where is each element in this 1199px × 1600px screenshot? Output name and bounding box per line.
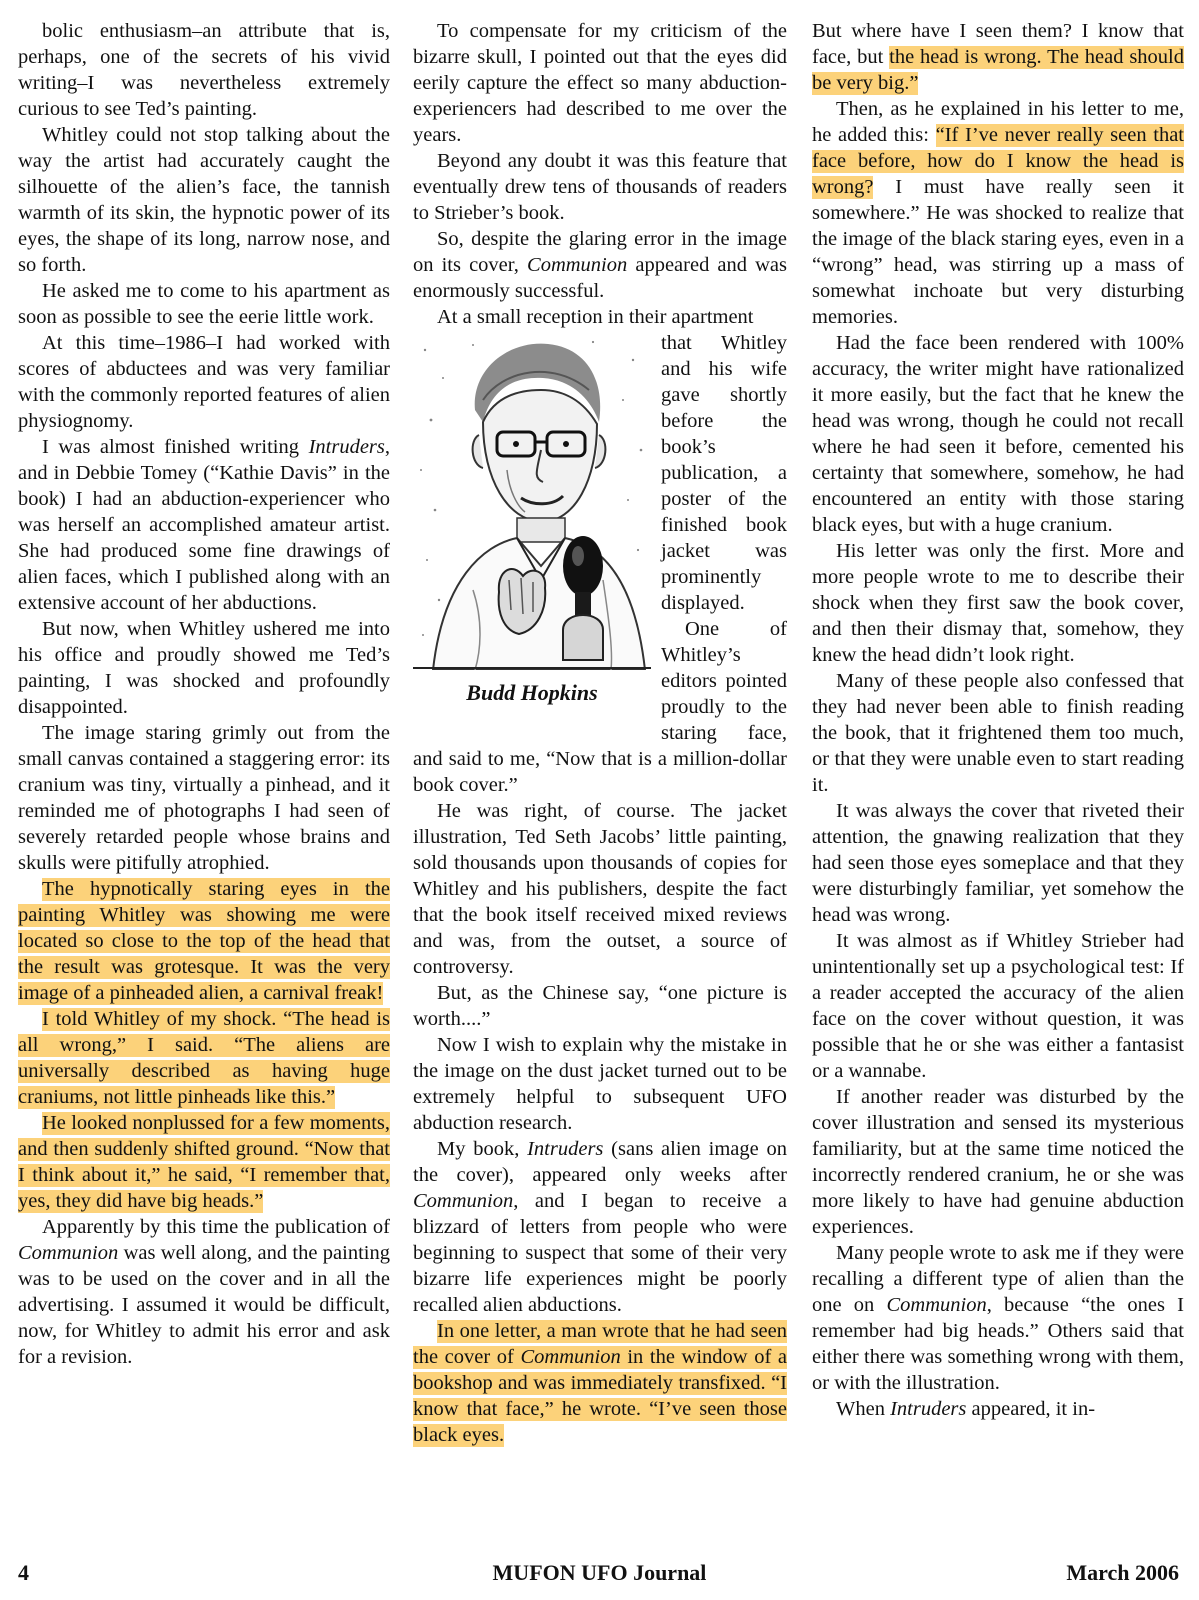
paragraph	[413, 1136, 787, 1318]
text-run: When	[836, 1398, 891, 1420]
paragraph	[812, 1396, 1184, 1422]
paragraph	[812, 1084, 1184, 1240]
paragraph	[812, 798, 1184, 928]
paragraph	[812, 330, 1184, 538]
text-run: At a small reception in their apartment	[437, 306, 754, 328]
text-run: I was almost finished writing	[42, 436, 309, 458]
text-run: in the window of a bookshop and was immediately transfixed. “I know that face,” he wrote. “I’ve seen those black eyes.	[413, 1346, 787, 1446]
text-run: Many of these people also confessed that they had never been able to finish reading the book, that it frightened them too much, or that they were unable even to start reading it.	[812, 670, 1184, 796]
text-run: the head is wrong. The head should be very big.”	[812, 46, 1184, 94]
text-run: I must have really seen it somewhere.” He was shocked to realize that the image of the black staring eyes, even in a “wrong” head, was stirring up a mass of somewhat inchoate but very disturbing memories.	[812, 176, 1184, 328]
text-run: But, as the Chinese say, “one picture is worth....”	[413, 982, 787, 1030]
text-run: He looked nonplussed for a few moments, and then suddenly shifted ground. “Now that I think about it,” he said, “I remember that, yes, they did have big heads.”	[18, 1112, 390, 1212]
photo-figure	[413, 330, 651, 726]
text-run: The image staring grimly out from the small canvas contained a staggering error: its cranium was tiny, virtually a pinhead, and it reminded me of photographs I had seen of severely retarded people whose brains and skulls were pitifully atrophied.	[18, 722, 390, 874]
italic-title: Intruders	[890, 1398, 967, 1420]
paragraph	[812, 668, 1184, 798]
text-run: appeared, it in-	[966, 1398, 1096, 1420]
text-run: Now I wish to explain why the mistake in the image on the dust jacket turned out to be extremely helpful to subsequent UFO abduction research.	[413, 1034, 787, 1134]
text-run: , and I began to receive a blizzard of letters from people who were beginning to suspect that some of their very bizarre life experiences might be poorly recalled alien abductions.	[413, 1190, 787, 1316]
text-run: The hypnotically staring eyes in the painting Whitley was showing me were located so close to the top of the head that the result was grotesque. It was the very image of a pinheaded alien, a carnival freak!	[18, 878, 390, 1004]
paragraph	[812, 1240, 1184, 1396]
text-run: “If I’ve never really seen that face before, how do I know the head is wrong?	[812, 124, 1184, 198]
paragraph	[18, 278, 390, 330]
paragraph	[413, 226, 787, 304]
column-middle-bottom	[413, 798, 787, 1448]
text-run: So, despite the glaring error in the image on its cover,	[413, 228, 787, 276]
italic-title: Communion	[520, 1346, 621, 1368]
paragraph	[18, 122, 390, 278]
text-run: was well along, and the painting was to be used on the cover and in all the advertising. I assumed it would be difficult, now, for Whitley to admit his error and ask for a revision.	[18, 1242, 390, 1368]
italic-title: Communion	[527, 254, 628, 276]
highlighted-text	[18, 878, 390, 1005]
text-run: My book,	[437, 1138, 528, 1160]
photo-caption: Budd Hopkins	[466, 680, 598, 705]
paragraph	[413, 980, 787, 1032]
column-middle	[413, 18, 787, 1448]
paragraph	[18, 616, 390, 720]
paragraph	[413, 304, 787, 330]
paragraph	[413, 1032, 787, 1136]
page-number: 4	[18, 1560, 29, 1585]
text-run: He asked me to come to his apartment as soon as possible to see the eerie little work.	[18, 280, 390, 328]
text-run: He was right, of course. The jacket illustration, Ted Seth Jacobs’ little painting, sold thousands upon thousands of copies for Whitley and his publishers, despite the fact that the book itself received mixed reviews and was, from the outset, a source of controversy.	[413, 800, 787, 978]
text-run: Apparently by this time the publication of	[42, 1216, 390, 1238]
paragraph	[413, 798, 787, 980]
highlighted-text	[18, 1008, 390, 1109]
italic-title: Intruders	[308, 436, 385, 458]
text-run: It was always the cover that riveted their attention, the gnawing realization that they had seen those eyes someplace and that they were disturbingly familiar, yet somehow the head was wrong.	[812, 800, 1184, 926]
text-run: At this time–1986–I had worked with scores of abductees and was very familiar with the commonly reported features of alien physiognomy.	[18, 332, 390, 432]
text-run: Then, as he explained in his letter to me, he added this:	[812, 98, 1184, 146]
paragraph	[18, 720, 390, 876]
text-run: bolic enthusiasm–an attribute that is, perhaps, one of the secrets of his vivid writing–I was nevertheless extremely curious to see Ted’s painting.	[18, 20, 390, 120]
italic-title: Intruders	[527, 1138, 604, 1160]
paragraph	[413, 18, 787, 148]
paragraph	[18, 18, 390, 122]
column-left	[18, 18, 390, 1370]
italic-title: Communion	[18, 1242, 119, 1264]
journal-title: MUFON UFO Journal	[492, 1560, 707, 1585]
text-run: (sans alien image on the cover), appeared only weeks after	[413, 1138, 787, 1186]
text-run: that Whitley and his wife gave shortly before the book’s publication, a poster of the finished book jacket was prominently displayed.	[661, 332, 787, 614]
paragraph	[812, 96, 1184, 330]
text-run: I told Whitley of my shock. “The head is all wrong,” I said. “The aliens are universally described as having huge craniums, not little pinheads like this.”	[18, 1008, 390, 1108]
text-run: Many people wrote to ask me if they were recalling a different type of alien than the one on	[812, 1242, 1184, 1316]
paragraph	[413, 1318, 787, 1448]
text-run: Whitley could not stop talking about the way the artist had accurately caught the silhouette of the alien’s face, the tannish warmth of its skin, the hypnotic power of its eyes, the shape of its long, narrow nose, and so forth.	[18, 124, 390, 276]
author-photo	[413, 330, 651, 670]
text-run: In one letter, a man wrote that he had seen the cover of	[413, 1320, 787, 1368]
text-run: Beyond any doubt it was this feature that eventually drew tens of thousands of readers to Strieber’s book.	[413, 150, 787, 224]
paragraph	[18, 876, 390, 1006]
paragraph	[812, 18, 1184, 96]
text-run: It was almost as if Whitley Strieber had unintentionally set up a psychological test: If a reader accepted the accuracy of the alien face on the cover without question, it was possible that he or she was either a fantasist or a wannabe.	[812, 930, 1184, 1082]
text-run: If another reader was disturbed by the cover illustration and sensed its mysterious familiarity, but at the same time noticed the incorrectly rendered cranium, he or she was more likely to have had genuine abduction experiences.	[812, 1086, 1184, 1238]
issue-date: March 2006	[1066, 1560, 1179, 1585]
column-right	[812, 18, 1184, 1422]
man-with-microphone-photo	[413, 330, 651, 670]
paragraph	[18, 434, 390, 616]
highlighted-text	[18, 1112, 390, 1213]
text-run: appeared and was enormously successful.	[413, 254, 788, 302]
page-footer	[0, 1560, 1199, 1596]
paragraph	[18, 1006, 390, 1110]
column-middle-top	[413, 18, 787, 330]
text-run: To compensate for my criticism of the bizarre skull, I pointed out that the eyes did eerily capture the effect so many abduction-experiencers had described to me over the years.	[413, 20, 787, 146]
paragraph	[812, 928, 1184, 1084]
text-run: , because “the ones I remember had big heads.” Others said that either there was something wrong with them, or with the illustration.	[812, 1294, 1184, 1394]
text-run: But now, when Whitley ushered me into his office and proudly showed me Ted’s painting, I was shocked and profoundly disappointed.	[18, 618, 390, 718]
paragraph	[18, 330, 390, 434]
highlighted-text	[520, 1346, 620, 1369]
text-run: Had the face been rendered with 100% accuracy, the writer might have rationalized it more easily, but the fact that he knew the head was wrong, though he could not recall where he had seen it before, cemented his certainty that somewhere, somehow, he had encountered an entity with those staring black eyes, but with a huge cranium.	[812, 332, 1184, 536]
text-run: , and in Debbie Tomey (“Kathie Davis” in the book) I had an abduction-experiencer who was herself an accomplished amateur artist. She had produced some fine drawings of alien faces, which I published along with an extensive account of her abductions.	[18, 436, 390, 614]
italic-title: Communion	[886, 1294, 987, 1316]
italic-title: Communion	[413, 1190, 514, 1212]
paragraph	[812, 538, 1184, 668]
paragraph	[413, 148, 787, 226]
text-run: One of Whitley’s editors pointed proudly to the staring face, and said to me, “Now that is a million-dollar book cover.”	[413, 618, 787, 796]
paragraph	[18, 1214, 390, 1370]
text-run: His letter was only the first. More and more people wrote to me to describe their shock when they first saw the book cover, and then their dismay that, somehow, they knew the head didn’t look right.	[812, 540, 1184, 666]
paragraph	[18, 1110, 390, 1214]
text-run: But where have I seen them? I know that face, but	[812, 20, 1184, 68]
